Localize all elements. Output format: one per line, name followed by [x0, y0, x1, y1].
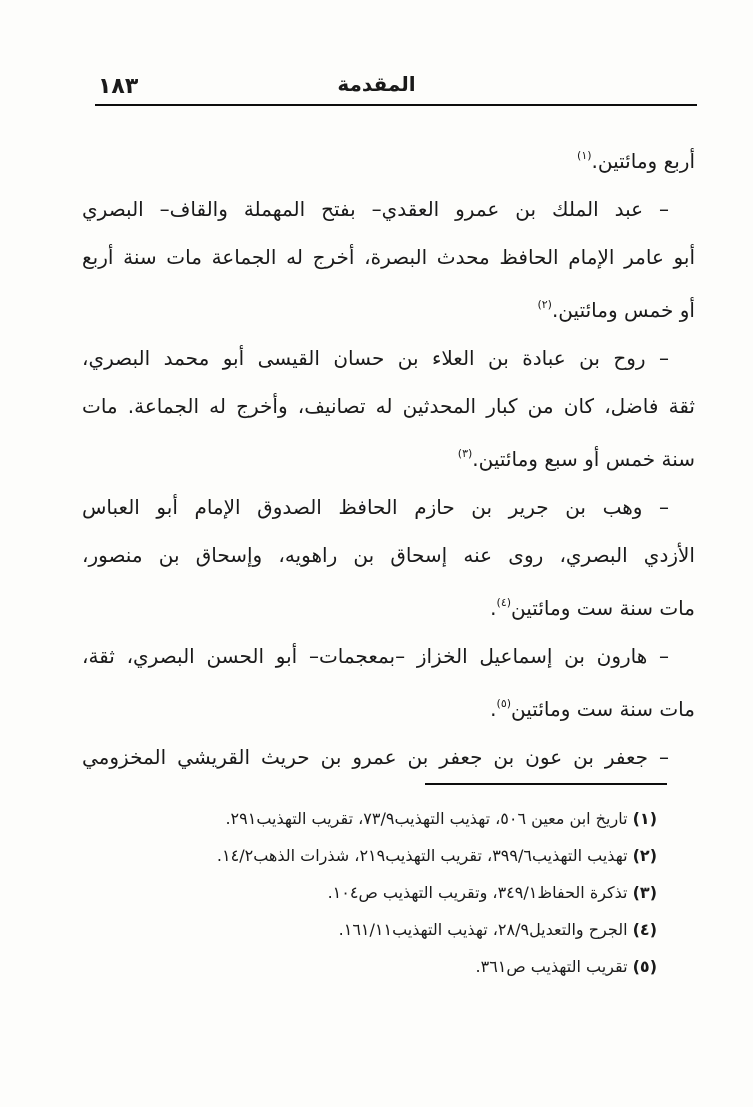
text-line	[82, 579, 695, 632]
footnote-text: تاريخ ابن معين ٥٠٦، تهذيب التهذيب٧٣/٩، تقريب التهذيب٢٩١.	[225, 809, 628, 828]
text-line	[82, 233, 695, 281]
footnote-reference: (٢)	[537, 298, 552, 311]
footnote-text: الجرح والتعديل٢٨/٩، تهذيب التهذيب١٦١/١١.	[338, 920, 628, 939]
paragraph	[82, 185, 695, 334]
footnote-reference: (٣)	[457, 447, 473, 460]
footnote-item	[95, 837, 657, 874]
footnotes-block	[95, 800, 657, 985]
footnote-marker: (٤)	[632, 920, 657, 939]
text-line	[82, 382, 695, 430]
footnote-marker: (٢)	[632, 846, 657, 865]
text-segment: – روح بن عبادة بن العلاء بن حسان القيسى أبو محمد البصري،	[82, 346, 669, 370]
footnote-reference: (٤)	[496, 596, 512, 609]
text-segment: الأزدي البصري، روى عنه إسحاق بن راهويه، وإسحاق بن منصور،	[82, 543, 695, 567]
text-line	[82, 483, 695, 531]
paragraph	[82, 632, 695, 733]
footnote-marker: (٥)	[632, 957, 657, 976]
text-line	[82, 733, 695, 781]
text-segment: أربع ومائتين.	[591, 149, 695, 173]
page-number: ١٨٣	[98, 74, 139, 99]
paragraph	[82, 132, 695, 185]
text-line	[82, 185, 695, 233]
text-segment: – جعفر بن عون بن جعفر بن عمرو بن حريث القريشي المخزومي	[82, 745, 669, 769]
footnote-text: تهذيب التهذيب٣٩٩/٦، تقريب التهذيب٢١٩، شذرات الذهب١٤/٢.	[216, 846, 628, 865]
footnote-item	[95, 874, 657, 911]
footnote-separator	[425, 783, 667, 785]
text-segment: .	[490, 697, 497, 721]
paragraph	[82, 733, 695, 781]
paragraph	[82, 334, 695, 483]
footnote-marker: (١)	[632, 809, 657, 828]
text-line	[82, 334, 695, 382]
text-line	[82, 132, 695, 185]
header-title: المقدمة	[337, 72, 416, 96]
footnote-item	[95, 948, 657, 985]
footnote-text: تقريب التهذيب ص٣٦١.	[475, 957, 628, 976]
text-segment: .	[490, 596, 497, 620]
footnote-item	[95, 911, 657, 948]
header-rule	[95, 104, 697, 106]
text-line	[82, 680, 695, 733]
footnote-reference: (٥)	[496, 697, 512, 710]
footnote-reference: (١)	[577, 149, 592, 162]
body-text	[82, 132, 695, 781]
paragraph	[82, 483, 695, 632]
footnote-text: تذكرة الحفاظ٣٤٩/١، وتقريب التهذيب ص١٠٤.	[327, 883, 628, 902]
text-segment: – وهب بن جرير بن حازم الحافظ الصدوق الإمام أبو العباس	[82, 495, 669, 519]
text-line	[82, 430, 695, 483]
text-line	[82, 632, 695, 680]
text-segment: – عبد الملك بن عمرو العقدي– بفتح المهملة والقاف– البصري	[82, 197, 669, 221]
text-segment: سنة خمس أو سبع ومائتين.	[472, 447, 695, 471]
footnote-marker: (٣)	[632, 883, 657, 902]
text-line	[82, 531, 695, 579]
text-segment: مات سنة ست ومائتين	[511, 596, 695, 620]
text-line	[82, 281, 695, 334]
text-segment: أو خمس ومائتين.	[551, 298, 695, 322]
text-segment: أبو عامر الإمام الحافظ محدث البصرة، أخرج له الجماعة مات سنة أربع	[82, 245, 695, 269]
footnote-item	[95, 800, 657, 837]
text-segment: مات سنة ست ومائتين	[511, 697, 695, 721]
text-segment: – هارون بن إسماعيل الخزاز –بمعجمات– أبو الحسن البصري، ثقة،	[82, 644, 669, 668]
text-segment: ثقة فاضل، كان من كبار المحدثين له تصانيف، وأخرج له الجماعة. مات	[82, 394, 695, 418]
